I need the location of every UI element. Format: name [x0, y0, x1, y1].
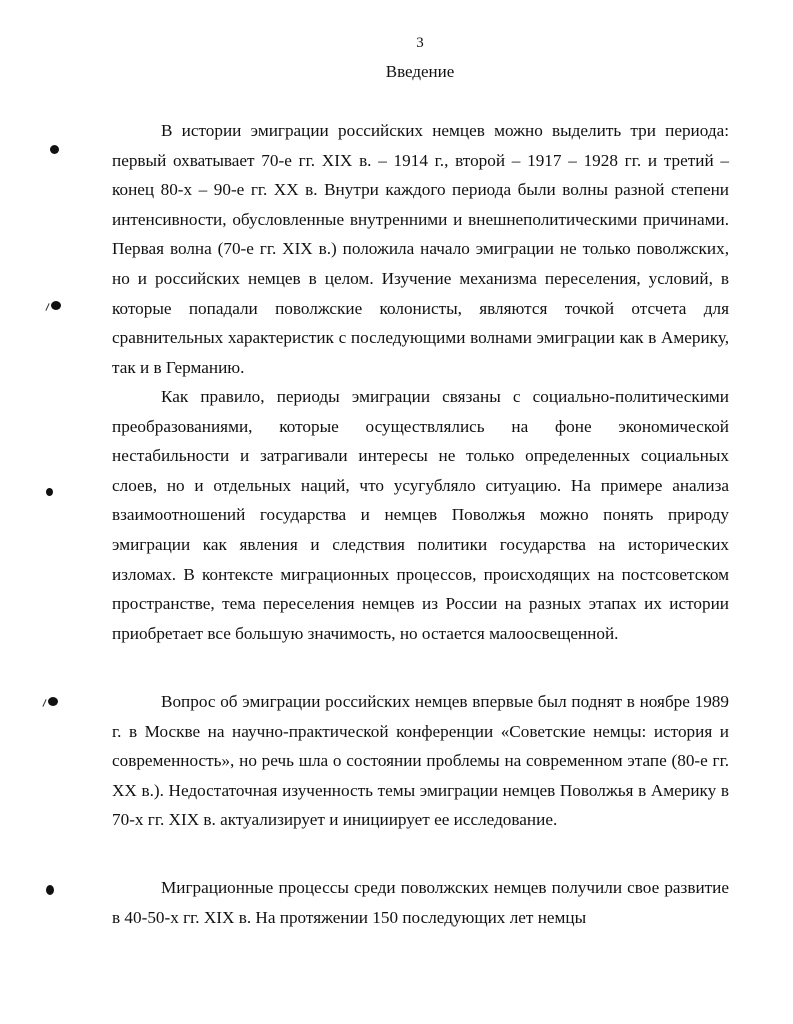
- binding-hole-mark: [46, 488, 53, 496]
- page-number: 3: [416, 35, 424, 51]
- paragraph-1: В истории эмиграции российских немцев можно выделить три периода: первый охватывает 70-е гг. XIX в. – 1914 г., второй – 1917 – 1928 гг. и третий – конец 80-х – 90-е гг. XX в. Внутри каждого периода были волны разной степени интенсивности, обусловленные внутренними и внешнеполитическими причинами. Первая волна (70-е гг. XIX в.) положила начало эмиграции не только поволжских, но и российских немцев в целом. Изучение механизма переселения, условий, в которые попадали поволжские колонисты, являются точкой отсчета для сравнительных характеристик с последующими волнами эмиграции как в Америку, так и в Германию.: [112, 121, 729, 377]
- page-title: Введение: [385, 62, 455, 81]
- scan-artifact-tick: [45, 303, 49, 311]
- paragraph-2: Как правило, периоды эмиграции связаны с социально-политическими преобразованиями, которые осуществлялись на фоне экономической нестабильности и затрагивали интересы не только определенных социальных слоев, но и отдельных наций, что усугубляло ситуацию. На примере анализа взаимоотношений государства и немцев Поволжья можно понять природу эмиграции как явления и следствия политики государства на исторических изломах. В контексте миграционных процессов, происходящих на постсоветском пространстве, тема переселения немцев из России на разных этапах их истории приобретает все большую значимость, но остается малоосвещенной.: [112, 387, 729, 643]
- binding-hole-mark: [51, 301, 61, 310]
- binding-hole-mark: [50, 145, 59, 154]
- binding-hole-mark: [46, 885, 54, 895]
- binding-hole-mark: [48, 697, 58, 706]
- scan-artifact-tick: [42, 699, 46, 707]
- paragraph-3: Вопрос об эмиграции российских немцев впервые был поднят в ноябре 1989 г. в Москве на научно-практической конференции «Советские немцы: история и современность», но речь шла о состоянии проблемы на современном этапе (80-е гг. XX в.). Недостаточная изученность темы эмиграции немцев Поволжья в Америку в 70-х гг. XIX в. актуализирует и инициирует ее исследование.: [112, 692, 729, 830]
- paragraph-4: Миграционные процессы среди поволжских немцев получили свое развитие в 40-50-х гг. XIX в. На протяжении 150 последующих лет немцы: [112, 878, 729, 927]
